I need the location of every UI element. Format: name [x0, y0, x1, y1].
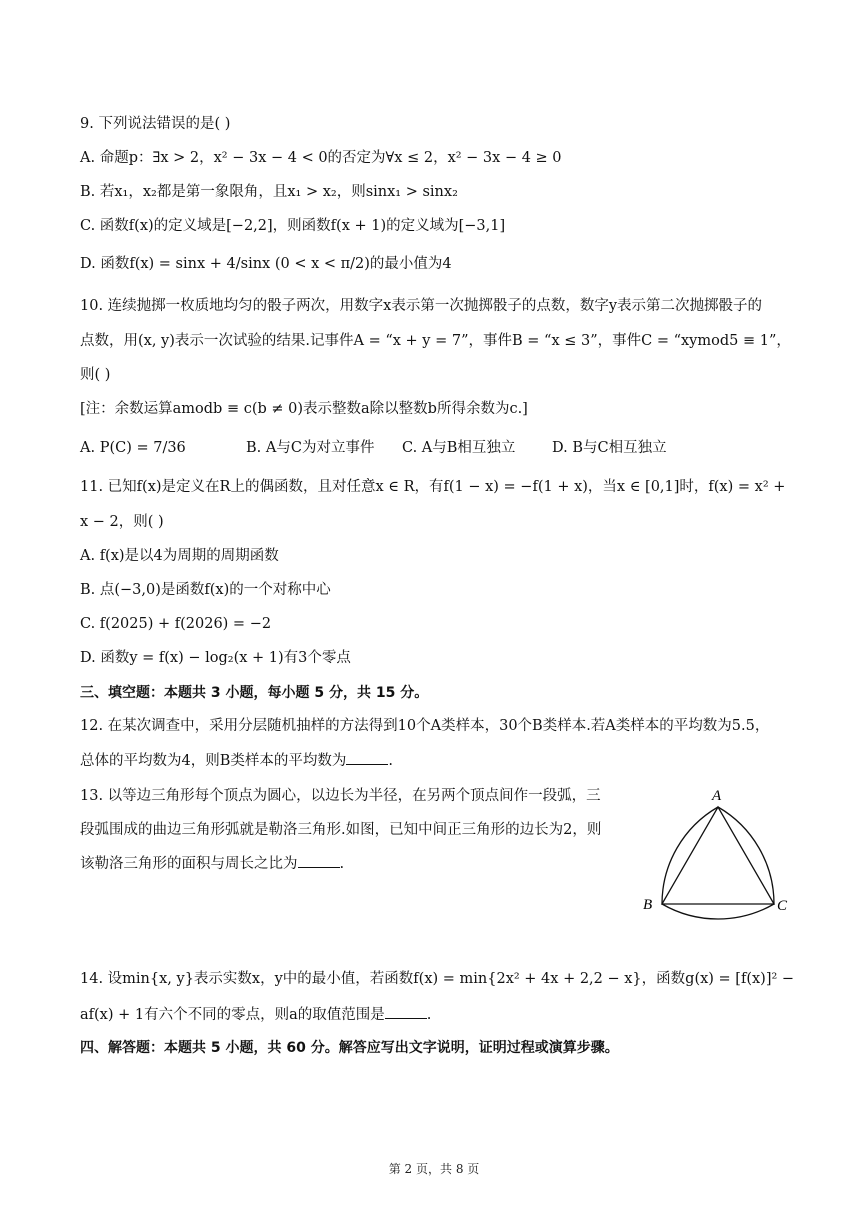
vertex-label-c: C	[777, 898, 788, 914]
q12-line-2	[80, 750, 393, 771]
q10-line-1: 10. 连续抛掷一枚质地均匀的骰子两次，用数字x表示第一次抛掷骰子的点数，数字y表示第二次抛掷骰子的	[80, 298, 763, 314]
q9-option-b: B. 若x₁，x₂都是第一象限角，且x₁ > x₂，则sinx₁ > sinx₂	[80, 184, 458, 200]
section-4-heading: 四、解答题：本题共 5 小题，共 60 分。解答应写出文字说明，证明过程或演算步骤。	[80, 1040, 619, 1056]
q12-answer-blank	[346, 750, 388, 765]
q14-end: .	[426, 1007, 432, 1023]
arc-cb	[662, 904, 774, 919]
equilateral-triangle	[662, 807, 774, 904]
q13-line-1: 13. 以等边三角形每个顶点为圆心，以边长为半径，在另两个顶点间作一段弧，三	[80, 788, 601, 804]
q9-stem: 9. 下列说法错误的是( )	[80, 116, 231, 132]
q12-line-1: 12. 在某次调查中，采用分层随机抽样的方法得到10个A类样本，30个B类样本.若A类样本的平均数为5.5，	[80, 718, 770, 734]
q9-option-d: D. 函数f(x) = sinx + 4/sinx (0 < x < π/2)的最小值为4	[80, 256, 452, 272]
q13-line-2: 段弧围成的曲边三角形弧就是勒洛三角形.如图，已知中间正三角形的边长为2，则	[80, 822, 602, 838]
q11-option-c: C. f(2025) + f(2026) = −2	[80, 616, 272, 632]
q10-option-b: B. A与C为对立事件	[246, 440, 375, 456]
page-footer: 第 2 页，共 8 页	[388, 1162, 480, 1176]
q11-option-d: D. 函数y = f(x) − log₂(x + 1)有3个零点	[80, 650, 351, 666]
q9-option-a: A. 命题p：∃x > 2，x² − 3x − 4 < 0的否定为∀x ≤ 2，x² − 3x − 4 ≥ 0	[80, 150, 562, 166]
reuleaux-triangle-figure	[636, 780, 796, 920]
q14-line-1: 14. 设min{x, y}表示实数x，y中的最小值，若函数f(x) = min{2x² + 4x + 2,2 − x}，函数g(x) = [f(x)]² −	[80, 971, 795, 987]
q11-option-b: B. 点(−3,0)是函数f(x)的一个对称中心	[80, 582, 331, 598]
q11-line-1: 11. 已知f(x)是定义在R上的偶函数，且对任意x ∈ R，有f(1 − x) = −f(1 + x)，当x ∈ [0,1]时，f(x) = x² +	[80, 479, 786, 495]
q10-options	[80, 438, 667, 458]
q13-line-3-text: 该勒洛三角形的面积与周长之比为	[80, 856, 298, 872]
q10-option-a: A. P(C) = 7/36	[80, 440, 186, 456]
q10-note: [注：余数运算amodb ≡ c(b ≠ 0)表示整数a除以整数b所得余数为c.]	[80, 401, 528, 417]
q12-end: .	[388, 753, 393, 769]
q14-answer-blank	[385, 1004, 427, 1019]
section-3-heading: 三、填空题：本题共 3 小题，每小题 5 分，共 15 分。	[80, 685, 429, 701]
q10-line-3: 则( )	[80, 367, 111, 383]
q13-end: .	[339, 856, 345, 872]
q9-option-c: C. 函数f(x)的定义域是[−2,2]，则函数f(x + 1)的定义域为[−3,1]	[80, 218, 506, 234]
vertex-label-b: B	[643, 897, 653, 913]
q11-line-2: x − 2，则( )	[80, 514, 164, 530]
q10-option-c: C. A与B相互独立	[402, 440, 516, 456]
vertex-label-a: A	[712, 788, 722, 804]
q11-option-a: A. f(x)是以4为周期的周期函数	[80, 548, 279, 564]
q13-answer-blank	[298, 853, 340, 868]
q10-option-d: D. B与C相互独立	[552, 440, 667, 456]
q13-line-3	[80, 853, 344, 874]
q14-line-2-text: af(x) + 1有六个不同的零点，则a的取值范围是	[80, 1007, 385, 1023]
q14-line-2	[80, 1004, 431, 1025]
q12-line-2-text: 总体的平均数为4，则B类样本的平均数为	[80, 753, 347, 769]
q10-line-2: 点数，用(x, y)表示一次试验的结果.记事件A = “x + y = 7”，事件B = “x ≤ 3”，事件C = “xymod5 ≡ 1”，	[80, 333, 791, 349]
